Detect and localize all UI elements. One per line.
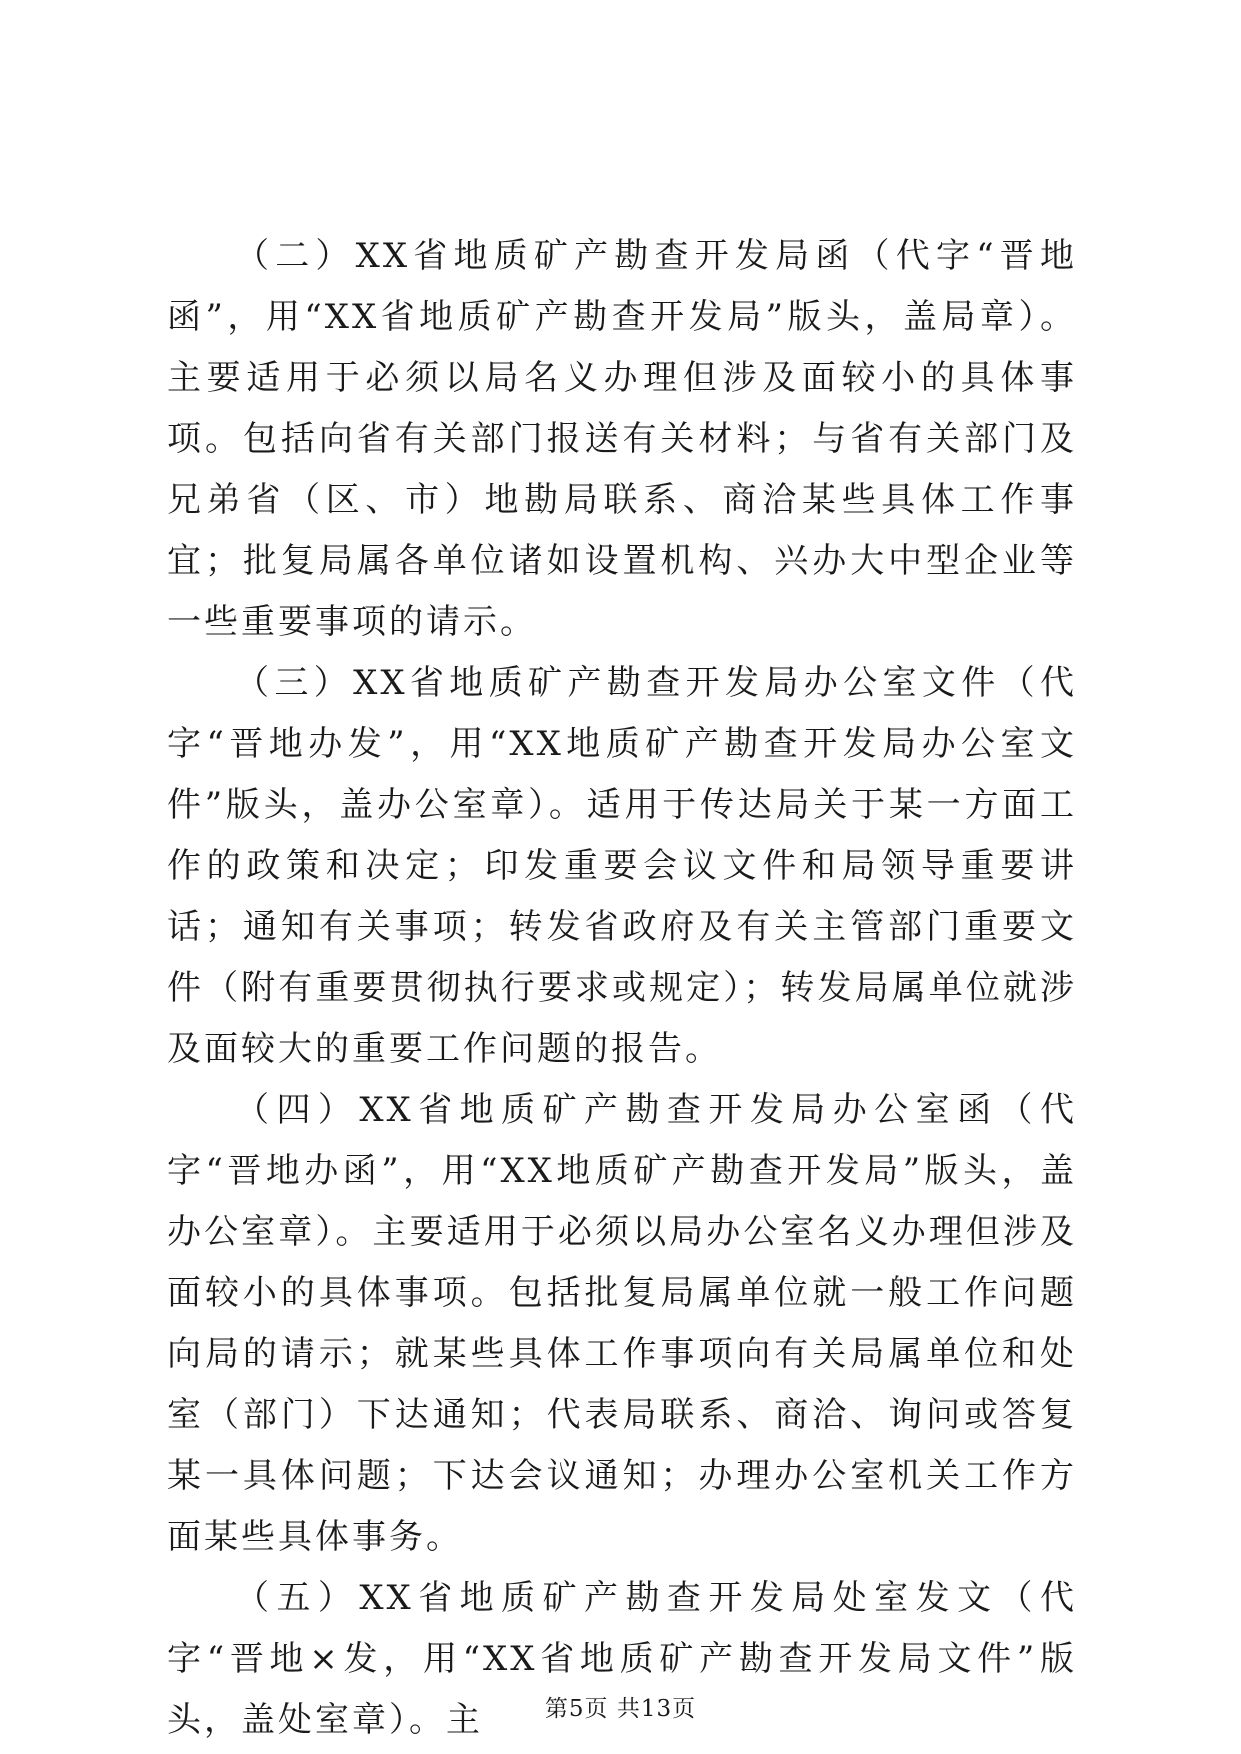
page-number-footer: 第5页 共13页 bbox=[544, 1696, 697, 1722]
paragraph-4: （四）XX省地质矿产勘查开发局办公室函（代字“晋地办函”，用“XX地质矿产勘查开发局”版头，盖办公室章）。主要适用于必须以局办公室名义办理但涉及面较小的具体事项。包括批复局属单位就一般工作问题向局的请示；就某些具体工作事项向有关局属单位和处室（部门）下达通知；代表局联系、商洽、询问或答复某一具体问题；下达会议通知；办理办公室机关工作方面某些具体事务。 bbox=[167, 1090, 1077, 1557]
paragraph-5: （五）XX省地质矿产勘查开发局处室发文（代字“晋地×发，用“XX省地质矿产勘查开发局文件”版头，盖处室章）。主 bbox=[167, 1578, 1077, 1740]
paragraph-3: （三）XX省地质矿产勘查开发局办公室文件（代字“晋地办发”，用“XX地质矿产勘查开发局办公室文件”版头，盖办公室章）。适用于传达局关于某一方面工作的政策和决定；印发重要会议文件和局领导重要讲话；通知有关事项；转发省政府及有关主管部门重要文件（附有重要贯彻执行要求或规定）；转发局属单位就涉及面较大的重要工作问题的报告。 bbox=[167, 663, 1077, 1069]
document-body bbox=[167, 226, 1077, 1751]
paragraph-2: （二）XX省地质矿产勘查开发局函（代字“晋地函”，用“XX省地质矿产勘查开发局”版头，盖局章）。主要适用于必须以局名义办理但涉及面较小的具体事项。包括向省有关部门报送有关材料；与省有关部门及兄弟省（区、市）地勘局联系、商洽某些具体工作事宜；批复局属各单位诸如设置机构、兴办大中型企业等一些重要事项的请示。 bbox=[167, 236, 1077, 642]
